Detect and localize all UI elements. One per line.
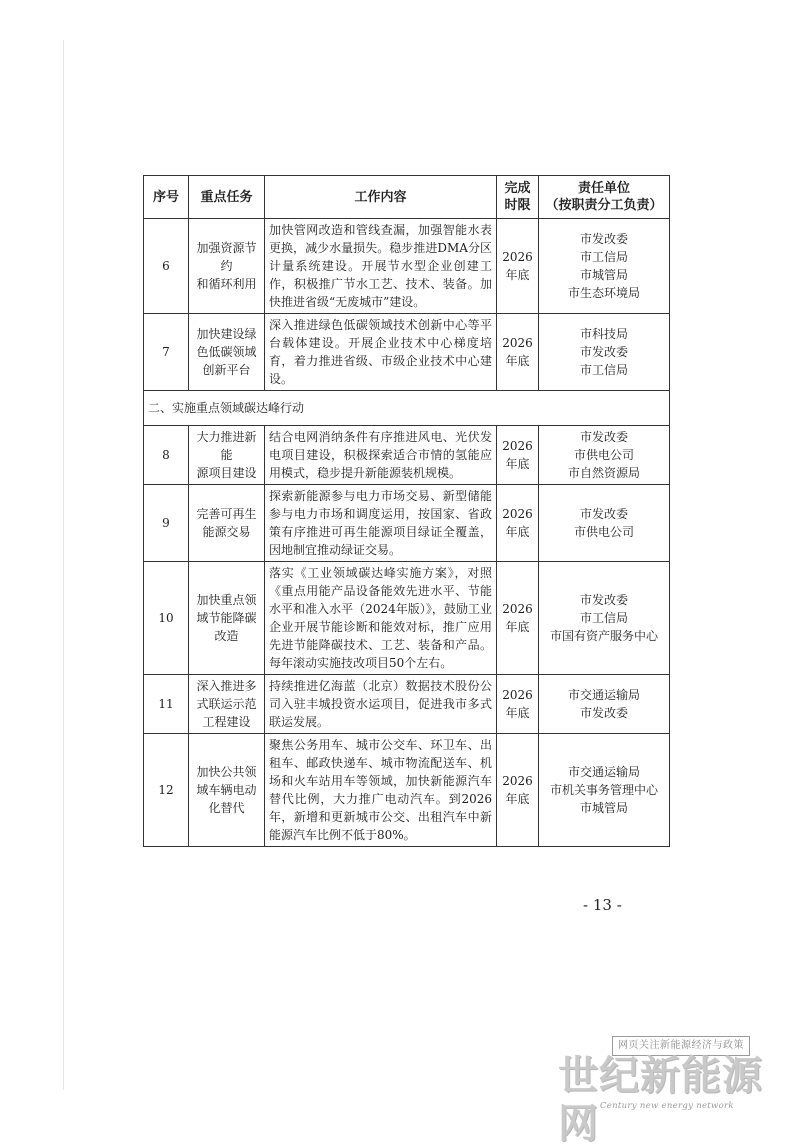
deadline-cell-line: 2026 xyxy=(502,774,533,788)
responsible-unit-cell-line: 市供电公司 xyxy=(573,525,634,539)
work-content-cell: 结合电网消纳条件有序推进风电、光伏发电项目建设，积极探索适合市情的氢能应用模式，稳步提升新能源装机规模。 xyxy=(265,426,497,485)
table-row xyxy=(144,734,670,847)
serial-number-cell: 9 xyxy=(144,485,189,562)
responsible-unit-cell-line: 市城管局 xyxy=(579,801,628,815)
serial-number-cell: 12 xyxy=(144,734,189,847)
responsible-unit-cell-line: 市工信局 xyxy=(579,611,628,625)
serial-number-cell: 7 xyxy=(144,314,189,391)
section-heading-row xyxy=(144,391,670,426)
key-task-cell xyxy=(189,426,265,485)
key-task-cell-line: 加快公共领 xyxy=(196,765,257,779)
responsible-unit-cell-line: 市发改委 xyxy=(579,430,628,444)
responsible-unit-cell-line: 市发改委 xyxy=(579,345,628,359)
key-task-cell-line: 式联运示范 xyxy=(196,697,257,711)
responsible-unit-cell-line: 市供电公司 xyxy=(573,448,634,462)
header-unit-line: 责任单位 xyxy=(577,181,630,196)
key-task-cell xyxy=(189,734,265,847)
responsible-unit-cell xyxy=(539,314,670,391)
deadline-cell-line: 年底 xyxy=(505,792,530,806)
work-content-cell: 深入推进绿色低碳领域技术创新中心等平台载体建设。开展企业技术中心梯度培育，着力推进省级、市级企业技术中心建设。 xyxy=(265,314,497,391)
table-row xyxy=(144,562,670,675)
task-table xyxy=(143,175,670,847)
responsible-unit-cell-line: 市国有资产服务中心 xyxy=(549,629,658,643)
responsible-unit-cell xyxy=(539,734,670,847)
key-task-cell-line: 域车辆电动 xyxy=(196,783,257,797)
page-number: - 13 - xyxy=(583,896,622,914)
header-serial-number: 序号 xyxy=(144,176,189,219)
responsible-unit-cell-line: 市城管局 xyxy=(579,268,628,282)
key-task-cell-line: 完善可再生 xyxy=(196,507,257,521)
deadline-cell xyxy=(497,675,539,734)
header-deadline xyxy=(497,176,539,219)
key-task-cell-line: 加快重点领 xyxy=(196,593,257,607)
watermark-logo: 世纪新能源网 xyxy=(558,1052,763,1147)
table-row xyxy=(144,675,670,734)
work-content-cell: 落实《工业领域碳达峰实施方案》，对照《重点用能产品设备能效先进水平、节能水平和准入水平（2024年版）》，鼓励工业企业开展节能诊断和能效对标，推广应用先进节能降碳技术、工艺、装备和产品。每年滚动实施技改项目50个左右。 xyxy=(265,562,497,675)
deadline-cell-line: 2026 xyxy=(502,336,533,350)
key-task-cell xyxy=(189,485,265,562)
key-task-cell-line: 和循环利用 xyxy=(196,277,257,291)
key-task-cell-line: 创新平台 xyxy=(202,363,251,377)
deadline-cell xyxy=(497,314,539,391)
serial-number-cell: 11 xyxy=(144,675,189,734)
work-content-cell: 聚焦公务用车、城市公交车、环卫车、出租车、邮政快递车、城市物流配送车、机场和火车站用车等领域，加快新能源汽车替代比例，大力推广电动汽车。到2026年，新增和更新城市公交、出租汽车中新能源汽车比例不低于80%。 xyxy=(265,734,497,847)
responsible-unit-cell-line: 市机关事务管理中心 xyxy=(549,783,658,797)
deadline-cell-line: 2026 xyxy=(502,250,533,264)
responsible-unit-cell xyxy=(539,219,670,314)
deadline-cell-line: 年底 xyxy=(505,268,530,282)
key-task-cell-line: 加快建设绿 xyxy=(196,327,257,341)
key-task-cell-line: 源项目建设 xyxy=(196,466,257,480)
responsible-unit-cell-line: 市自然资源局 xyxy=(567,466,640,480)
key-task-cell-line: 域节能降碳 xyxy=(196,611,257,625)
responsible-unit-cell-line: 市发改委 xyxy=(579,232,628,246)
responsible-unit-cell xyxy=(539,485,670,562)
deadline-cell xyxy=(497,219,539,314)
serial-number-cell: 6 xyxy=(144,219,189,314)
key-task-cell-line: 深入推进多 xyxy=(196,679,257,693)
deadline-cell xyxy=(497,485,539,562)
deadline-cell-line: 2026 xyxy=(502,439,533,453)
deadline-cell xyxy=(497,734,539,847)
key-task-cell-line: 改造 xyxy=(214,629,239,643)
header-unit-line: （按职责分工负责） xyxy=(545,198,663,213)
header-deadline-line: 完成 xyxy=(504,181,531,196)
deadline-cell-line: 年底 xyxy=(505,706,530,720)
table-row xyxy=(144,314,670,391)
key-task-cell-line: 大力推进新能 xyxy=(196,430,257,462)
work-content-cell: 探索新能源参与电力市场交易、新型储能参与电力市场和调度运用，按国家、省政策有序推进可再生能源项目绿证全覆盖，因地制宜推动绿证交易。 xyxy=(265,485,497,562)
deadline-cell-line: 年底 xyxy=(505,354,530,368)
table-header-row xyxy=(144,176,670,219)
key-task-cell xyxy=(189,314,265,391)
header-responsible-unit xyxy=(539,176,670,219)
work-content-cell: 加快管网改造和管线查漏，加强智能水表更换，减少水量损失。稳步推进DMA分区计量系统建设。开展节水型企业创建工作，积极推广节水工艺、技术、装备。加快推进省级“无废城市”建设。 xyxy=(265,219,497,314)
responsible-unit-cell-line: 市交通运输局 xyxy=(567,688,640,702)
deadline-cell-line: 年底 xyxy=(505,457,530,471)
responsible-unit-cell-line: 市工信局 xyxy=(579,363,628,377)
deadline-cell-line: 2026 xyxy=(502,507,533,521)
responsible-unit-cell xyxy=(539,562,670,675)
key-task-cell-line: 能源交易 xyxy=(202,525,251,539)
responsible-unit-cell xyxy=(539,426,670,485)
header-work-content: 工作内容 xyxy=(265,176,497,219)
deadline-cell xyxy=(497,562,539,675)
responsible-unit-cell-line: 市交通运输局 xyxy=(567,765,640,779)
section-heading: 二、实施重点领域碳达峰行动 xyxy=(144,391,670,426)
serial-number-cell: 10 xyxy=(144,562,189,675)
table-row xyxy=(144,426,670,485)
deadline-cell xyxy=(497,426,539,485)
key-task-cell xyxy=(189,562,265,675)
responsible-unit-cell-line: 市科技局 xyxy=(579,327,628,341)
watermark-tagline: 网页关注新能源经济与政策 xyxy=(612,1036,750,1056)
serial-number-cell: 8 xyxy=(144,426,189,485)
responsible-unit-cell-line: 市发改委 xyxy=(579,593,628,607)
responsible-unit-cell-line: 市发改委 xyxy=(579,507,628,521)
binding-margin-line xyxy=(63,40,64,1090)
header-key-task: 重点任务 xyxy=(189,176,265,219)
table-row xyxy=(144,485,670,562)
key-task-cell-line: 工程建设 xyxy=(202,715,251,729)
responsible-unit-cell-line: 市生态环境局 xyxy=(567,286,640,300)
deadline-cell-line: 年底 xyxy=(505,620,530,634)
responsible-unit-cell xyxy=(539,675,670,734)
responsible-unit-cell-line: 市工信局 xyxy=(579,250,628,264)
key-task-cell xyxy=(189,675,265,734)
key-task-cell xyxy=(189,219,265,314)
deadline-cell-line: 2026 xyxy=(502,688,533,702)
deadline-cell-line: 年底 xyxy=(505,525,530,539)
key-task-cell-line: 化替代 xyxy=(208,801,245,815)
work-content-cell: 持续推进亿海蓝（北京）数据技术股份公司入驻丰城投资水运项目，促进我市多式联运发展。 xyxy=(265,675,497,734)
key-task-cell-line: 加强资源节约 xyxy=(196,241,257,273)
responsible-unit-cell-line: 市发改委 xyxy=(579,706,628,720)
key-task-cell-line: 色低碳领域 xyxy=(196,345,257,359)
deadline-cell-line: 2026 xyxy=(502,602,533,616)
watermark-subtitle: Century new energy network xyxy=(600,1101,734,1111)
table-row xyxy=(144,219,670,314)
header-deadline-line: 时限 xyxy=(504,198,531,213)
